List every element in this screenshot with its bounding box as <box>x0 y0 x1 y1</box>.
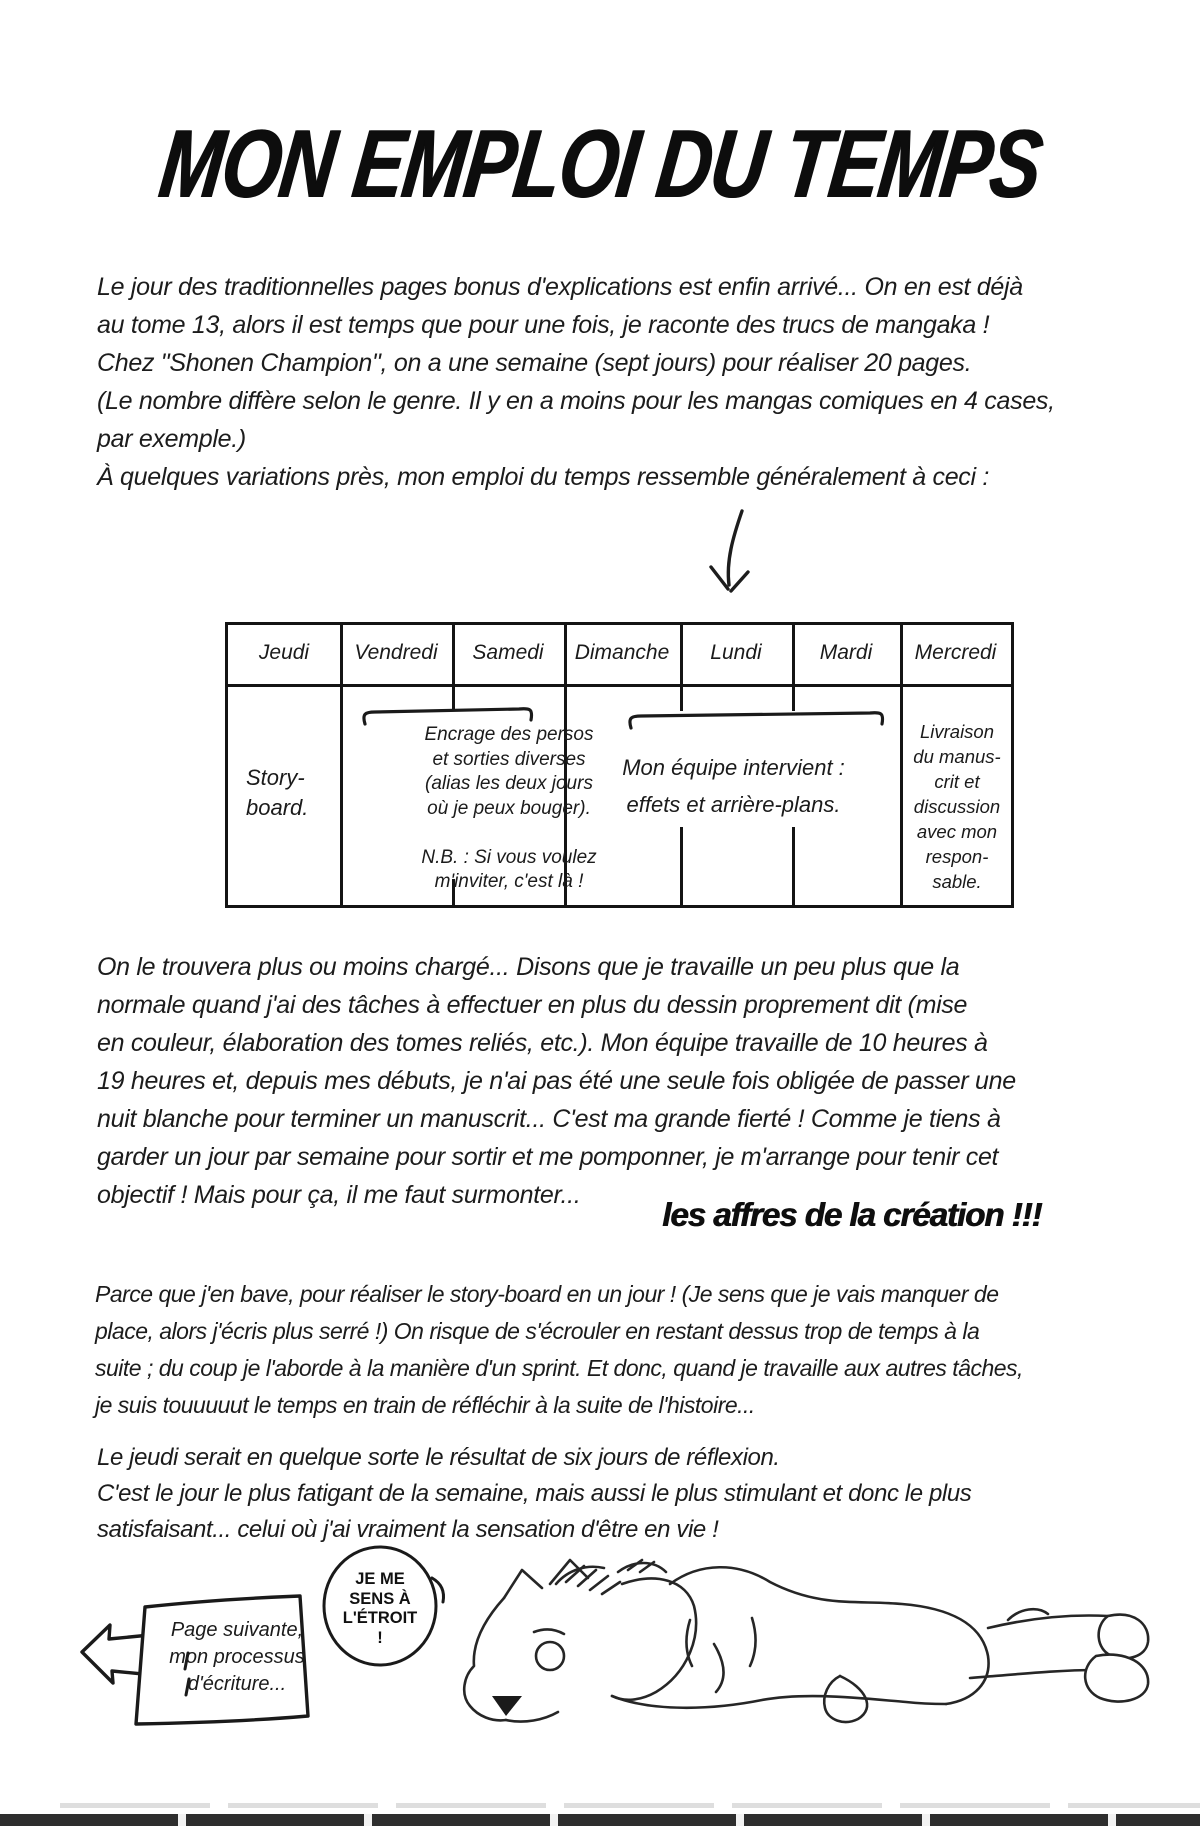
day-dimanche: Dimanche <box>574 641 670 664</box>
stub-top-vendredi-samedi <box>452 687 455 709</box>
schedule-table <box>225 622 1014 908</box>
day-mardi: Mardi <box>819 641 873 664</box>
down-arrow-sketch <box>698 505 770 605</box>
cell-dimanche-mardi-equipe: Mon équipe intervient : effets et arrière-plans. <box>622 755 845 817</box>
day-mercredi: Mercredi <box>914 641 997 664</box>
workload-paragraph: On le trouvera plus ou moins chargé... Disons que je travaille un peu plus que la normale quand j'ai des tâches à effectuer en plus du dessin proprement dit (mise en couleur, élaboration des tomes reliés, etc.). Mon équipe travaille de 10 heures à 19 heures et, depuis mes débuts, je n'ai pas été une seule fois obligée de passer une nuit blanche pour terminer un manuscrit... C'est ma grande fierté ! Comme je tiens à garder un jour par semaine pour sortir et me pomponner, je m'arrange pour tenir cet objectif ! Mais pour ça, il me faut surmonter... <box>97 953 1016 1209</box>
day-jeudi: Jeudi <box>258 641 310 664</box>
cell-mercredi-livraison: Livraison du manus- crit et discussion avec mon respon- sable. <box>913 721 1001 892</box>
divider-lundi-mardi-header <box>792 625 795 684</box>
next-page-note-text: Page suivante, mon processus d'écriture... <box>169 1619 305 1695</box>
divider-vendredi-samedi-header <box>452 625 455 684</box>
stub-top-lundi-mardi <box>792 687 795 711</box>
header-rule <box>228 684 1011 687</box>
stub-bottom-lundi-mardi <box>792 827 795 905</box>
page-bottom-dark-bar <box>0 1814 1200 1826</box>
speech-bubble-text: JE ME SENS À L'ÉTROIT ! <box>342 1570 418 1647</box>
intro-paragraph: Le jour des traditionnelles pages bonus d'explications est enfin arrivé... On en est déjà au tome 13, alors il est temps que pour une fois, je raconte des trucs de mangaka ! Chez "Shonen Champion", on a une semaine (sept jours) pour réaliser 20 pages. (Le nombre diffère selon le genre. Il y en a moins pour les mangas comiques en 4 cases, par exemple.) À quelques variations près, mon emploi du temps ressemble généralement à ceci : <box>97 273 1055 491</box>
storyboard-paragraph: Parce que j'en bave, pour réaliser le story-board en un jour ! (Je sens que je vais manquer de place, alors j'écris plus serré !) On risque de s'écrouler en restant dessus trop de temps à la suite ; du coup je l'aborde à la manière d'un sprint. Et donc, quand je travaille aux autres tâches, je suis touuuuut le temps en train de réfléchir à la suite de l'histoire... <box>95 1281 1023 1418</box>
day-samedi: Samedi <box>472 641 544 664</box>
stub-bottom-dimanche-lundi <box>680 827 683 905</box>
page-bottom-light-rule <box>60 1803 1200 1808</box>
affres-headline: les affres de la création !!! <box>662 1196 1042 1233</box>
cell-jeudi-storyboard: Story- board. <box>246 765 309 820</box>
thursday-paragraph: Le jeudi serait en quelque sorte le résultat de six jours de réflexion. C'est le jour le plus fatigant de la semaine, mais aussi le plus stimulant et donc le plus satisfaisant... celui où j'ai vraiment la sensation d'être en vie ! <box>97 1444 972 1543</box>
wolf-nose <box>492 1696 522 1716</box>
day-lundi: Lundi <box>710 641 762 664</box>
cell-vendredi-samedi-encrage: Encrage des persos et sorties diverses (alias les deux jours où je peux bouger). N.B. : Si vous voulez m'inviter, c'est là ! <box>421 724 597 892</box>
day-vendredi: Vendredi <box>354 641 438 664</box>
page-title: MON EMPLOI DU TEMPS <box>153 110 1047 219</box>
next-page-note <box>70 1585 330 1740</box>
lying-wolf-character-sketch <box>408 1526 1153 1726</box>
stub-top-dimanche-lundi <box>680 687 683 711</box>
divider-dimanche-lundi-header <box>680 625 683 684</box>
